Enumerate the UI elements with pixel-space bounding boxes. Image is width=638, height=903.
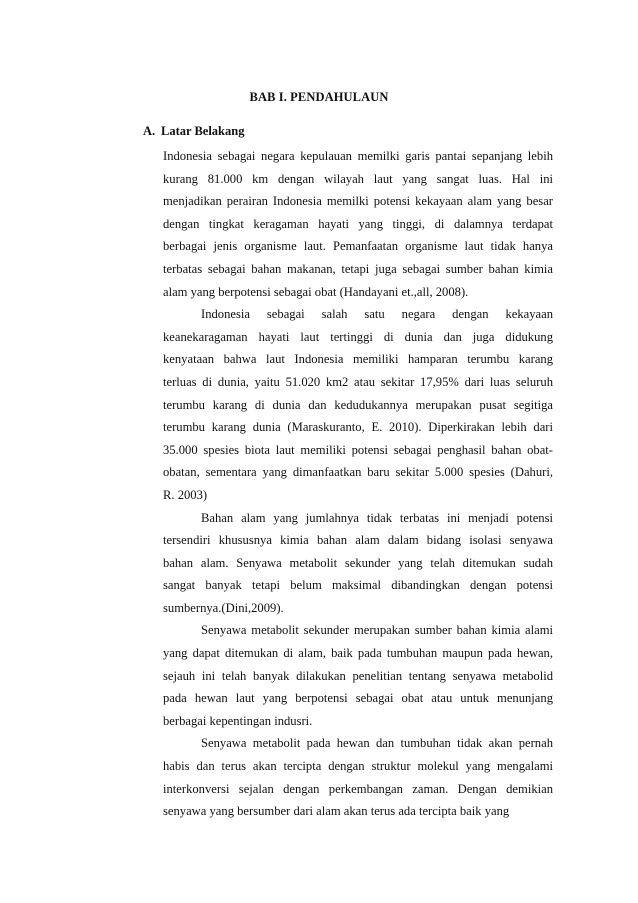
text-line <box>163 507 553 530</box>
text-line: menjadikan perairan Indonesia memilki potensi kekayaan alam yang besar <box>163 194 553 209</box>
text-line <box>163 619 553 642</box>
text-line: 35.000 spesies biota laut memiliki potensi sebagai penghasil bahan obat- <box>163 442 553 457</box>
text-line: kurang 81.000 km dengan wilayah laut yang sangat luas. Hal ini <box>163 171 553 186</box>
text-line: alam yang berpotensi sebagai obat (Handayani et.,all, 2008). <box>163 284 469 299</box>
text-line: interkonversi sejalan dengan perkembangan zaman. Dengan demikian <box>163 781 553 796</box>
text-line: sumbernya.(Dini,2009). <box>163 600 284 615</box>
text-line: terluas di dunia, yaitu 51.020 km2 atau sekitar 17,95% dari luas seluruh <box>163 374 553 389</box>
text-line <box>163 732 553 755</box>
text-line: senyawa yang bersumber dari alam akan terus ada tercipta baik yang <box>163 804 510 819</box>
text-line: terbatas sebagai bahan makanan, tetapi juga sebagai sumber bahan kimia <box>163 261 553 276</box>
text-line: terumbu karang dunia (Maraskuranto, E. 2010). Diperkirakan lebih dari <box>163 420 553 435</box>
chapter-title: BAB I. PENDAHULAUN <box>249 90 389 104</box>
section-number: A. <box>143 124 156 138</box>
text-line: sangat banyak tetapi belum maksimal dibandingkan dengan potensi <box>163 578 553 593</box>
text-line: kenyataan bahwa laut Indonesia memiliki hamparan terumbu karang <box>163 352 553 367</box>
paragraph <box>163 732 553 822</box>
text-line: pada hewan laut yang berpotensi sebagai obat atau untuk menunjang <box>163 691 553 706</box>
text-line: bahan alam. Senyawa metabolit sekunder yang telah ditemukan sudah <box>163 555 553 570</box>
section-heading <box>143 124 244 139</box>
text-line: dengan tingkat keragaman hayati yang tinggi, di dalamnya terdapat <box>163 216 553 231</box>
paragraph <box>163 619 553 732</box>
paragraph <box>163 303 553 506</box>
text-line: yang dapat ditemukan di alam, baik pada tumbuhan maupun pada hewan, <box>163 646 553 661</box>
text-line: Indonesia sebagai negara kepulauan memilki garis pantai sepanjang lebih <box>163 149 553 163</box>
text-line: obatan, sementara yang dimanfaatkan baru sekitar 5.000 spesies (Dahuri, <box>163 465 553 480</box>
paragraph <box>163 145 553 303</box>
text-line: berbagai kepentingan indusri. <box>163 713 313 728</box>
text-line: berbagai jenis organisme laut. Pemanfaatan organisme laut tidak hanya <box>163 239 553 254</box>
text-line: habis dan terus akan tercipta dengan struktur molekul yang mengalami <box>163 759 553 774</box>
body-text <box>163 145 553 823</box>
text-line: R. 2003) <box>163 487 208 502</box>
text-line: sejauh ini telah banyak dilakukan penelitian tentang senyawa metabolid <box>163 668 553 683</box>
text-line-content: Senyawa metabolit pada hewan dan tumbuhan tidak akan pernah <box>201 736 553 751</box>
text-line-content: Indonesia sebagai salah satu negara dengan kekayaan <box>201 307 553 322</box>
text-line <box>163 303 553 326</box>
text-line: keanekaragaman hayati laut tertinggi di dunia dan juga didukung <box>163 329 553 344</box>
text-line-content: Senyawa metabolit sekunder merupakan sumber bahan kimia alami <box>201 623 553 638</box>
section-title: Latar Belakang <box>161 124 245 138</box>
text-line: tersendiri khususnya kimia bahan alam dalam bidang isolasi senyawa <box>163 533 553 548</box>
text-line: terumbu karang di dunia dan kedudukannya merupakan pusat segitiga <box>163 397 553 412</box>
text-line-content: Bahan alam yang jumlahnya tidak terbatas ini menjadi potensi <box>201 510 553 525</box>
paragraph <box>163 507 553 620</box>
